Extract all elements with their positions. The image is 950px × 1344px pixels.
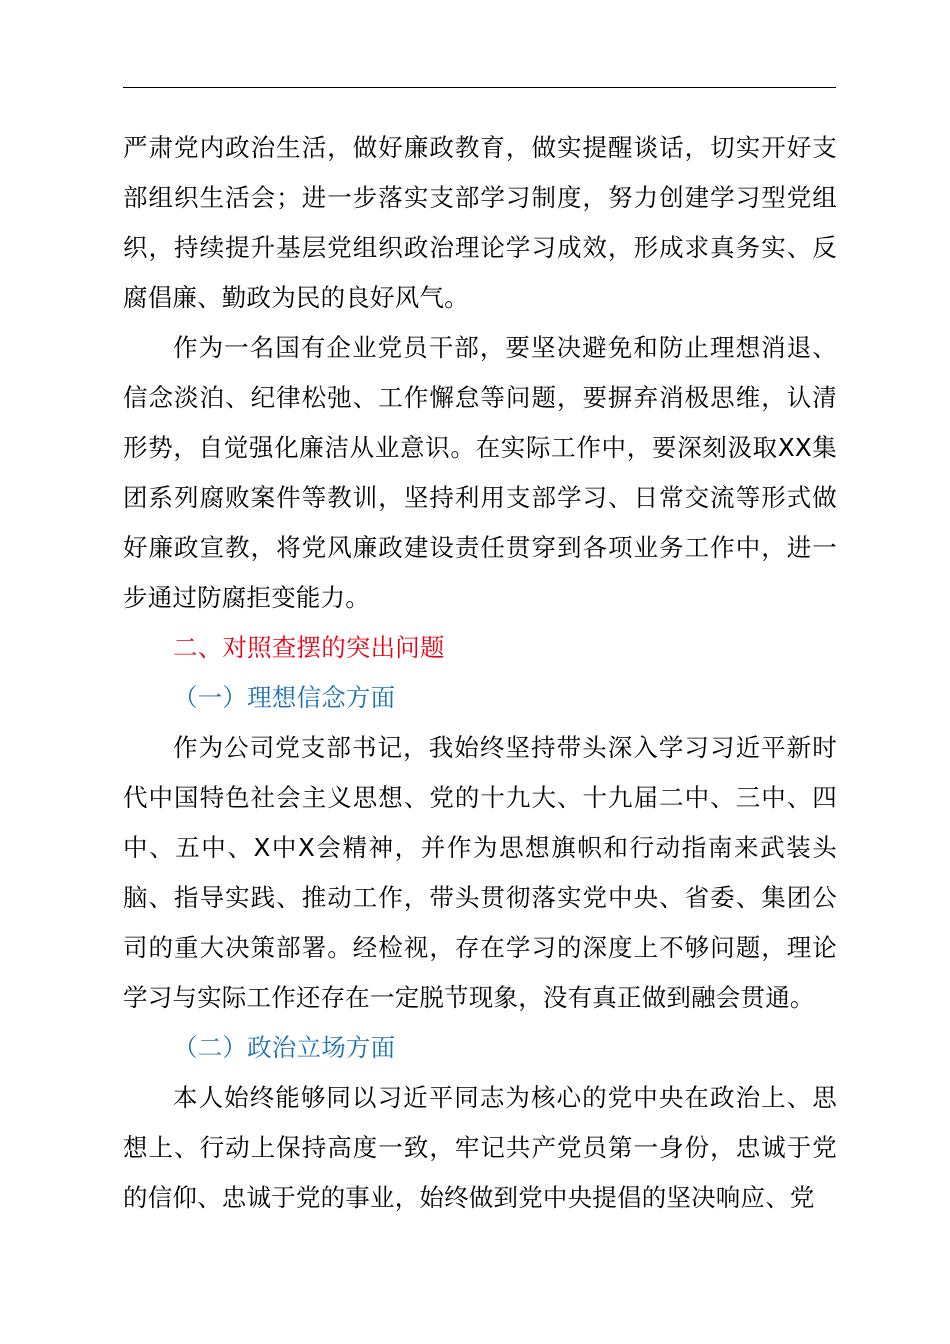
paragraph-body: 作为公司党支部书记，我始终坚持带头深入学习习近平新时代中国特色社会主义思想、党的十九大、十九届二中、三中、四中、五中、X中X会精神，并作为思想旗帜和行动指南来武装头脑、指导实践、推动工作，带头贯彻落实党中央、省委、集团公司的重大决策部署。经检视，存在学习的深度上不够问题，理论学习与实际工作还存在一定脱节现象，没有真正做到融会贯通。 bbox=[123, 733, 837, 1012]
paragraph-body: 本人始终能够同以习近平同志为核心的党中央在政治上、思想上、行动上保持高度一致，牢记共产党员第一身份，忠诚于党的信仰、忠诚于党的事业，始终做到党中央提倡的坚决响应、党 bbox=[123, 1083, 837, 1212]
paragraph-body: 作为一名国有企业党员干部，要坚决避免和防止理想消退、信念淡泊、纪律松弛、工作懈怠等问题，要摒弃消极思维，认清形势，自觉强化廉洁从业意识。在实际工作中，要深刻汲取XX集团系列腐败案件等教训，坚持利用支部学习、日常交流等形式做好廉政宣教，将党风廉政建设责任贯穿到各项业务工作中，进一步通过防腐拒变能力。 bbox=[123, 333, 837, 612]
paragraph-continuation: 严肃党内政治生活，做好廉政教育，做实提醒谈话，切实开好支部组织生活会；进一步落实支部学习制度，努力创建学习型党组织，持续提升基层党组织政治理论学习成效，形成求真务实、反腐倡廉、勤政为民的良好风气。 bbox=[123, 133, 837, 312]
section-heading: 二、对照查摆的突出问题 bbox=[173, 633, 445, 662]
subsection-heading: （二）政治立场方面 bbox=[173, 1033, 396, 1062]
header-divider bbox=[123, 87, 836, 88]
subsection-heading: （一）理想信念方面 bbox=[173, 683, 396, 712]
document-body bbox=[123, 123, 837, 1223]
